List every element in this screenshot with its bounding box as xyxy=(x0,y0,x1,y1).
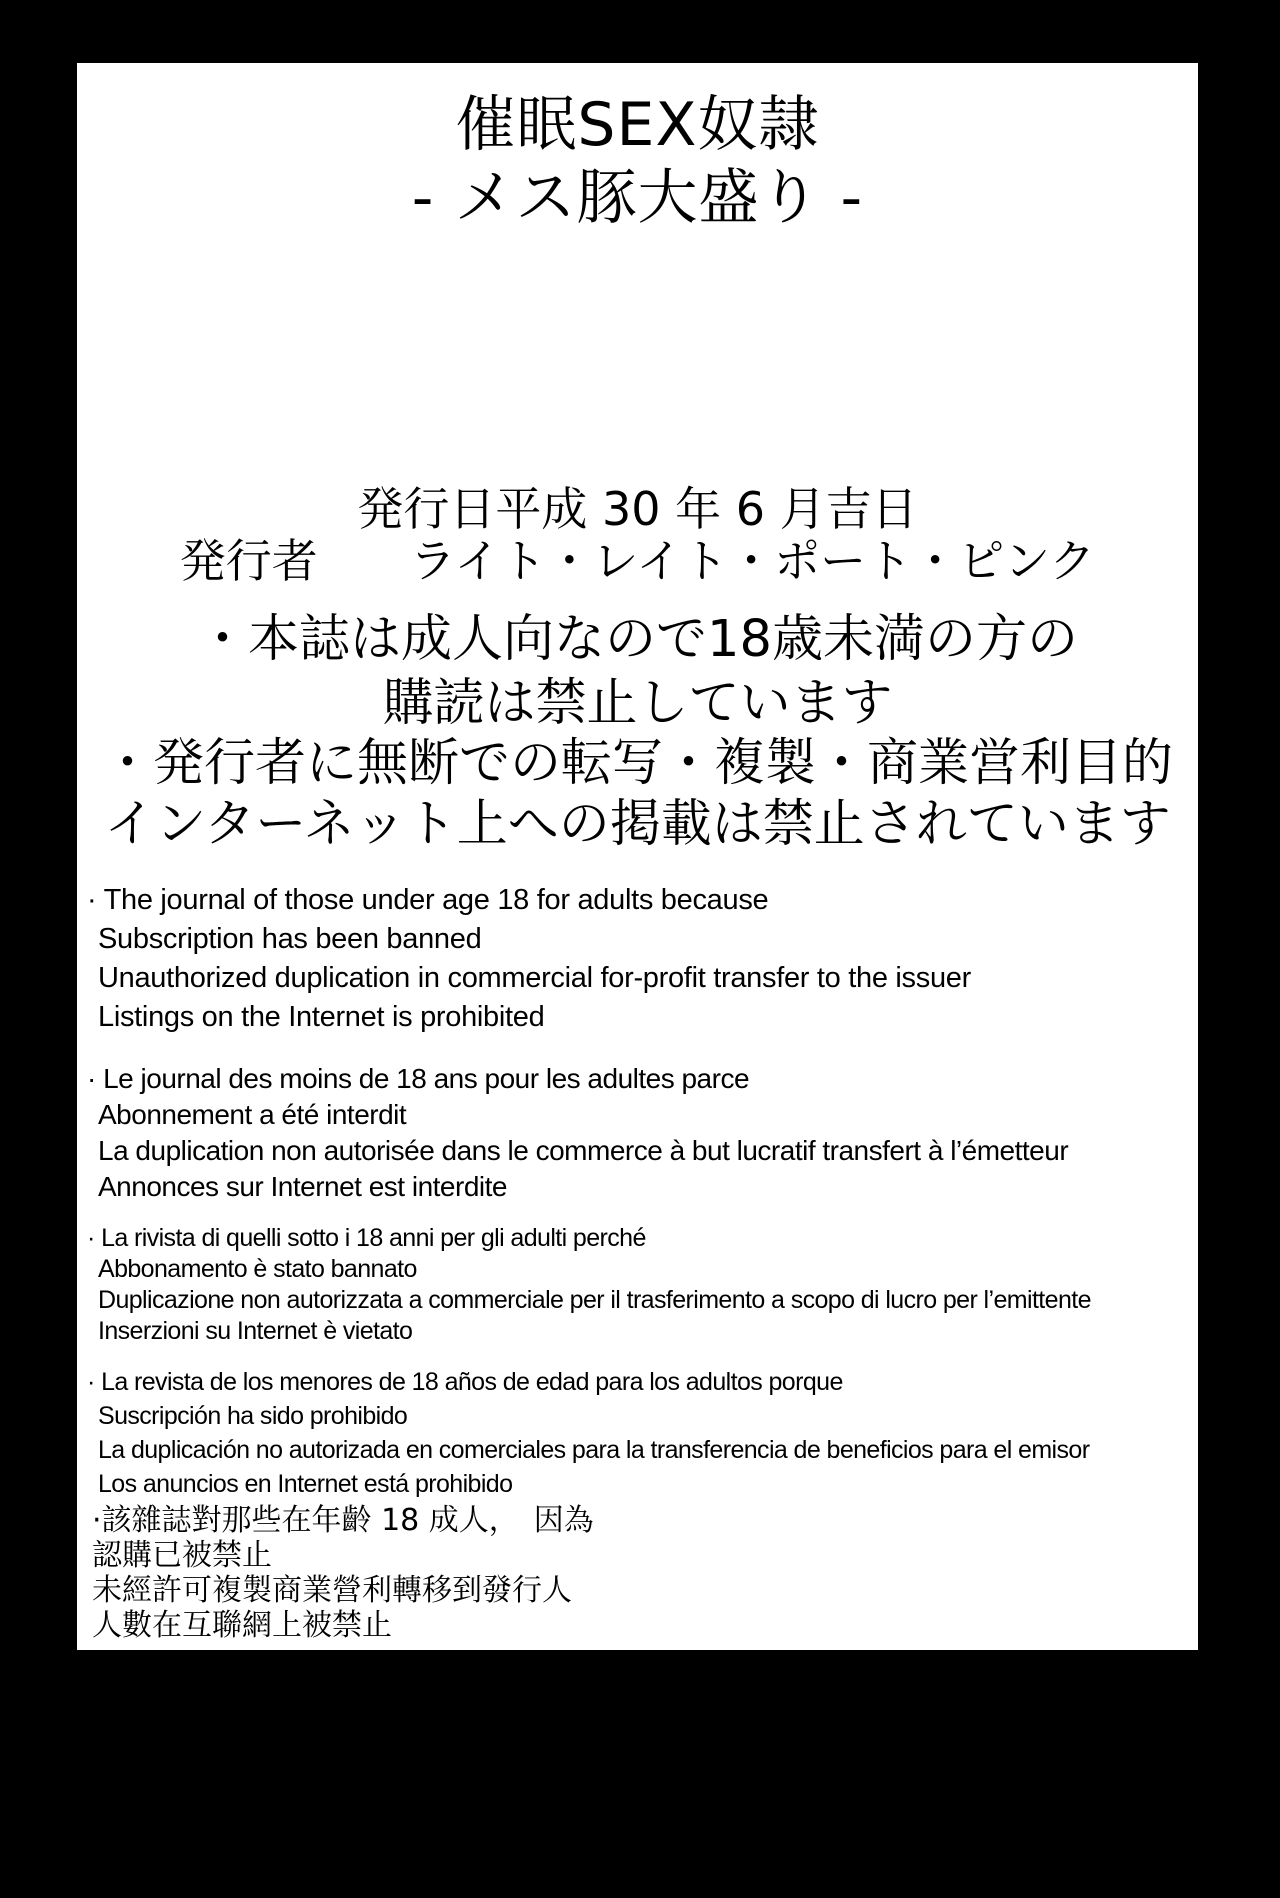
notice-italian-line-1: · La rivista di quelli sotto i 18 anni per gli adulti perché xyxy=(87,1224,646,1252)
title-line-2: - メス豚大盛り - xyxy=(411,163,864,233)
notice-chinese-line-1: ·該雜誌對那些在年齡 18 成人， 因為 xyxy=(92,1503,594,1538)
notice-chinese-line-3: 未經許可複製商業營利轉移到發行人 xyxy=(92,1573,572,1608)
notice-italian xyxy=(77,1223,1198,1347)
notice-chinese xyxy=(77,1503,1198,1643)
notice-spanish xyxy=(77,1365,1198,1501)
notice-english-line-3: Unauthorized duplication in commercial for-profit transfer to the issuer xyxy=(98,962,971,994)
notice-chinese-line-2: 認購已被禁止 xyxy=(92,1538,272,1573)
notice-english-line-2: Subscription has been banned xyxy=(98,923,482,955)
publisher-line: 発行者 ライト・レイト・ポート・ピンク xyxy=(179,534,1096,588)
notice-italian-line-3: Duplicazione non autorizzata a commerciale per il trasferimento a scopo di lucro per l’emittente xyxy=(98,1286,1091,1314)
colophon-page xyxy=(77,63,1198,1650)
copyright-notice-jp-line-2: インターネット上への掲載は禁止されています xyxy=(104,795,1171,854)
notice-english xyxy=(77,881,1198,1037)
notice-spanish-line-1: · La revista de los menores de 18 años de edad para los adultos porque xyxy=(87,1368,843,1396)
notice-english-line-4: Listings on the Internet is prohibited xyxy=(98,1001,545,1033)
notice-italian-line-4: Inserzioni su Internet è vietato xyxy=(98,1317,413,1345)
notice-french-line-2: Abonnement a été interdit xyxy=(98,1099,407,1130)
notice-french-line-3: La duplication non autorisée dans le commerce à but lucratif transfert à l’émetteur xyxy=(98,1135,1069,1166)
copyright-notice-jp-line-1: ・発行者に無断での転写・複製・商業営利目的 xyxy=(101,734,1173,793)
adult-notice-jp-line-1: ・本誌は成人向なので18歳未満の方の xyxy=(197,610,1078,669)
notice-spanish-line-3: La duplicación no autorizada en comerciales para la transferencia de beneficios para el emisor xyxy=(98,1436,1090,1464)
publication-date-line: 発行日平成 30 年 6 月吉日 xyxy=(357,482,918,536)
adult-notice-jp-line-2: 購読は禁止しています xyxy=(382,674,893,733)
notice-chinese-line-4: 人數在互聯網上被禁止 xyxy=(92,1608,392,1643)
notice-french-line-4: Annonces sur Internet est interdite xyxy=(98,1171,507,1202)
notice-spanish-line-2: Suscripción ha sido prohibido xyxy=(98,1402,408,1430)
notice-french xyxy=(77,1061,1198,1205)
book-title xyxy=(77,89,1198,235)
notice-italian-line-2: Abbonamento è stato bannato xyxy=(98,1255,417,1283)
notice-english-line-1: · The journal of those under age 18 for adults because xyxy=(87,884,769,916)
notice-spanish-line-4: Los anuncios en Internet está prohibido xyxy=(98,1470,513,1498)
title-line-1: 催眠SEX奴隷 xyxy=(455,90,820,160)
notice-french-line-1: · Le journal des moins de 18 ans pour les adultes parce xyxy=(87,1063,750,1094)
